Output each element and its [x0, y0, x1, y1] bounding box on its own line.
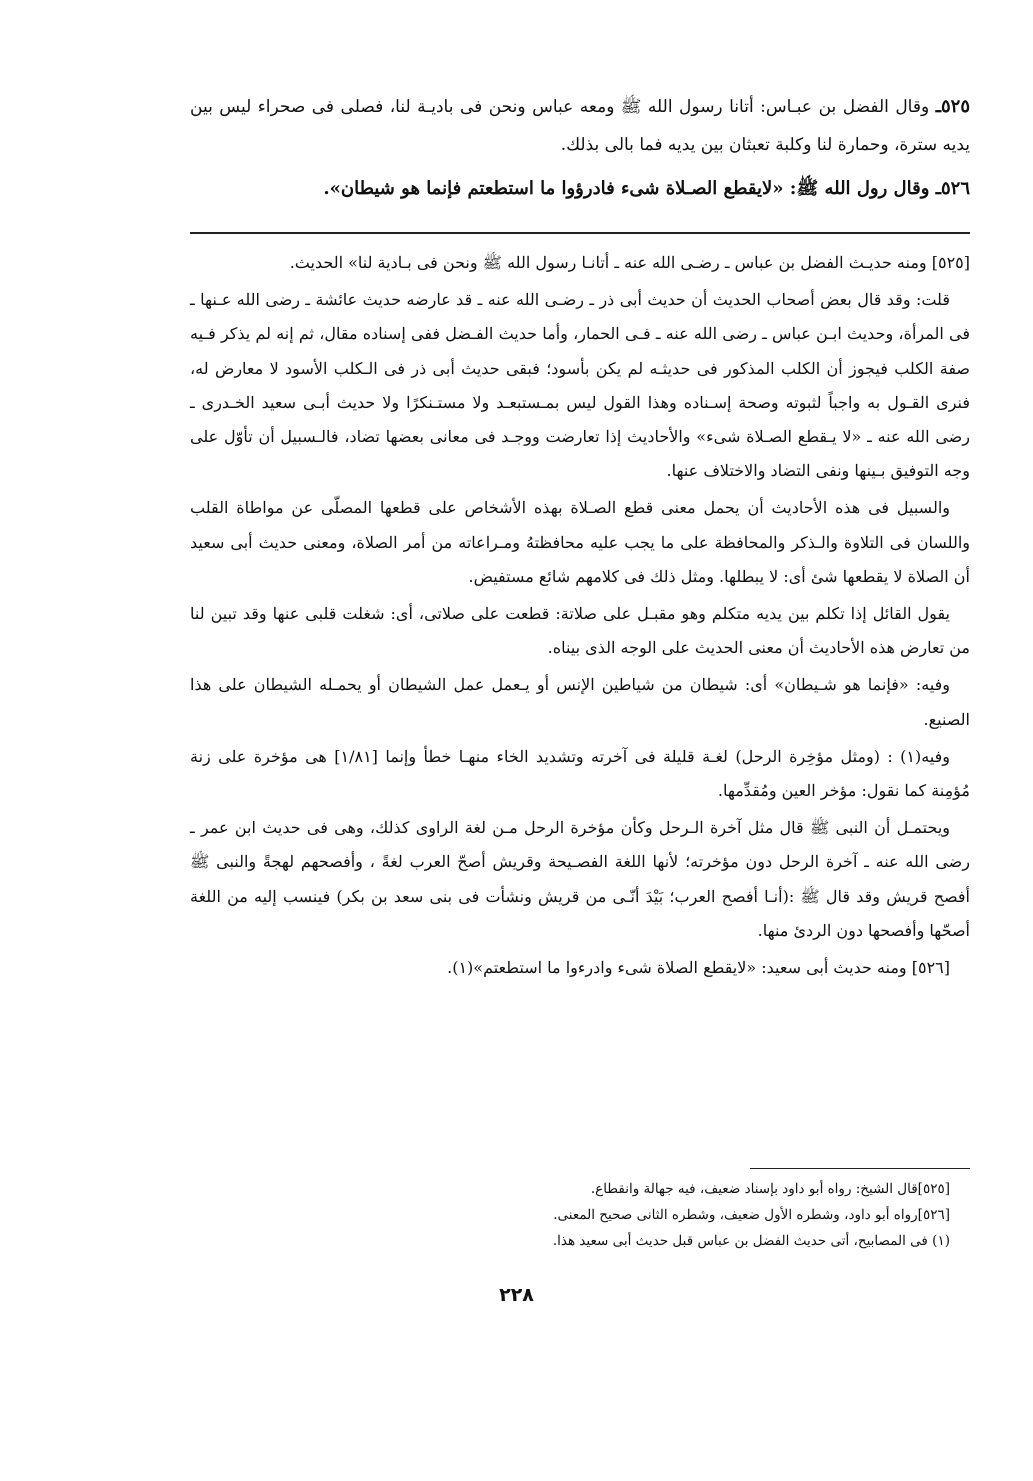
hadith-text-block [190, 88, 970, 208]
commentary-paragraph: يقول القائل إذا تكلم بين يديه متكلم وهو مقبـل على صلاتة: قطعت على صلاتى، أى: شغلت قلبى عنها وقد تبين لنا من تعارض هذه الأحاديث أن معنى الحديث على الوجه الذى بيناه. [190, 604, 970, 658]
commentary-paragraph: [٥٢٥] ومنه حديـث الفضل بن عباس ـ رضـى الله عنه ـ أتانـا رسول الله ﷺ ونحن فى بـادية لنا» الحديث. [289, 253, 970, 272]
commentary-block [190, 246, 970, 988]
hadith-number: ٥٢٥ [940, 96, 970, 117]
hadith-number-suffix: ـ [935, 96, 941, 117]
hadith-number-suffix: ـ [935, 178, 941, 199]
hadith-number: ٥٢٦ [940, 178, 970, 199]
footnote: [٥٢٥]قال الشيخ: رواه أبو داود بإسناد ضعيف، فيه جهالة وانقطاع. [590, 1181, 950, 1197]
commentary-paragraph: والسبيل فى هذه الأحاديث أن يحمل معنى قطع الصـلاة بهذه الأشخاص على قطعها المصلّى عن مواطاة القلب واللسان فى التلاوة والـذكر والمحافظة على ما يجب عليه محافظتهُ ومـراعاته من أمر الصلاة، ومعنى حديث أبى سعيد أن الصلاة لا يقطعها شئ أى: لا يبطلها. ومثل ذلك فى كلامهم شائع مستفيض. [190, 498, 970, 586]
commentary-paragraph: قلت: وقد قال بعض أصحاب الحديث أن حديث أبى ذر ـ رضـى الله عنه ـ قد عارضه حديث عائشة ـ رضى الله عـنها ـ فى المرأة، وحديث ابـن عباس ـ رضى الله عنه ـ فـى الحمار، وأما حديث الفـضل ففى إسناده مقال، ثم إنه لم يذكر فـيه صفة الكلب فيجوز أن الكلب المذكور فى حديثـه لم يكن بأسود؛ فبقى حديث أبى ذر فى الـكلب الأسود لا معارض له، فنرى القـول به واجباً لثبوته وصحة إسـناده وهذا القول ليس بمـستبعـد ولا مستـنكرًا ولا حديث أبـى سعيد الخـدرى ـ رضى الله عنه ـ «لا يـقطع الصـلاة شىء» والأحاديث إذا تعارضت ووجـد فى معانى بعضها تضاد، فالـسبيل أن تأوّل على وجه التوفيق بـينها ونفى التضاد والاختلاف عنها. [190, 290, 970, 481]
commentary-paragraph: ويحتمـل أن النبى ﷺ قال مثل آخرة الـرحل وكأن مؤخرة الرحل مـن لغة الراوى كذلك، وهى فى حديث ابن عمر ـ رضى الله عنه ـ آخرة الرحل دون مؤخرته؛ لأنها اللغة الفصـيحة وقريش أصحّ العرب لغةً ، وأفصحهم لهجةً والنبى ﷺ أفصح قريش وقد قال ﷺ :(أنـا أفصح العرب؛ بَيْدَ أنّـى من قريش ونشأت فى بنى سعد بن بكر) فينسب إليه من اللغة أصحّها وأفصحها دون الردئ منها. [190, 818, 971, 940]
hadith-526 [190, 170, 970, 208]
section-divider [190, 232, 970, 234]
footnote: (١) فى المصابيح، أتى حديث الفضل بن عباس قبل حديث أبى سعيد هذا. [552, 1233, 950, 1249]
page-number: ٢٢٨ [499, 1284, 534, 1306]
hadith-body: وقال رول الله ﷺ: «لايقطع الصـلاة شىء فادرؤوا ما استطعتم فإنما هو شيطان». [323, 178, 930, 199]
hadith-525 [190, 88, 970, 164]
commentary-paragraph: وفيه(١) : (ومثل مؤخِرة الرحل) لغـة قليلة فى آخرته وتشديد الخاء منهـا خطأ وإنما [١/٨١] هى مؤخرة على زنة مُؤمِنة كما نقول: مؤخر العين ومُقدِّمها. [190, 746, 970, 801]
footnotes-block [300, 1176, 950, 1254]
commentary-paragraph: [٥٢٦] ومنه حديث أبى سعيد: «لايقطع الصلاة شىء وادرءوا ما استطعتم»(١). [447, 958, 950, 978]
footnote-divider [750, 1168, 970, 1169]
hadith-body: وقال الفضل بن عبـاس: أتانا رسول الله ﷺ ومعه عباس ونحن فى باديـة لنا، فصلى فى صحراء ليس بين يديه سترة، وحمارة لنا وكلبة تعبثان بين يديه فما بالى بذلك. [190, 97, 970, 155]
commentary-paragraph: وفيه: «فإنما هو شـيطان» أى: شيطان من شياطين الإنس أو يـعمل عمل الشيطان أو يحمـله الشيطان على هذا الصنيع. [190, 675, 970, 729]
footnote: [٥٢٦]رواه أبو داود، وشطره الأول ضعيف، وشطره الثانى صحيح المعنى. [553, 1207, 950, 1223]
